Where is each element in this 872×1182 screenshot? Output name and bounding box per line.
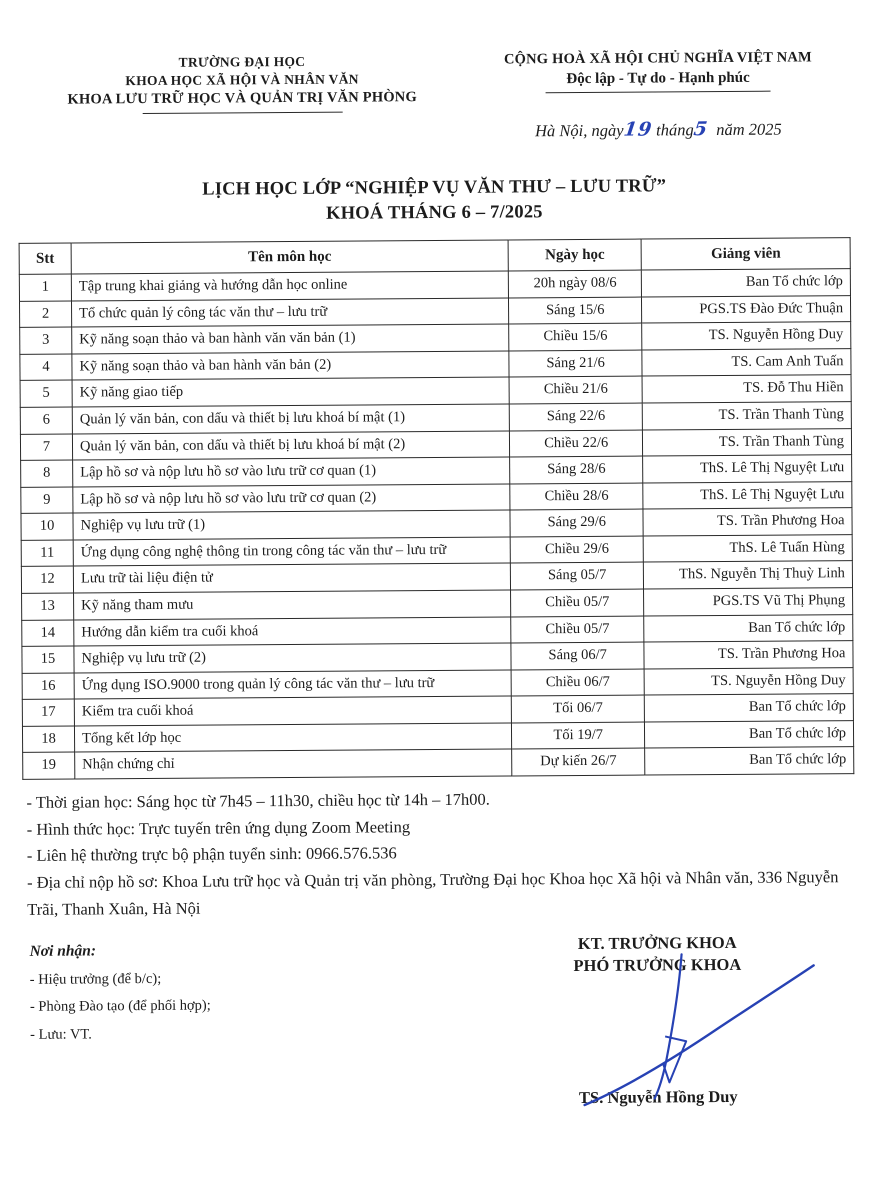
- cell-stt: 16: [22, 673, 74, 700]
- cell-stt: 4: [20, 354, 72, 381]
- cell-date: Chiều 06/7: [511, 669, 645, 696]
- cell-teacher: Ban Tổ chức lớp: [644, 614, 853, 642]
- recipients-title: Nơi nhận:: [29, 942, 97, 961]
- cell-subject: Quản lý văn bản, con dấu và thiết bị lưu khoá bí mật (1): [72, 404, 509, 434]
- cell-date: 20h ngày 08/6: [508, 270, 642, 297]
- cell-date: Sáng 29/6: [510, 509, 644, 536]
- cell-subject: Nghiệp vụ lưu trữ (2): [74, 643, 511, 673]
- date-suffix: năm 2025: [716, 119, 782, 140]
- cell-stt: 19: [23, 752, 75, 779]
- schedule-table: [19, 237, 855, 780]
- cell-stt: 5: [20, 380, 72, 407]
- cell-stt: 17: [22, 699, 74, 726]
- cell-stt: 8: [21, 460, 73, 487]
- cell-teacher: Ban Tổ chức lớp: [645, 747, 854, 775]
- recipients-block: [23, 934, 460, 1112]
- date-line: [467, 117, 850, 142]
- recipient-item: - Lưu: VT.: [30, 1026, 92, 1043]
- document-title: [18, 173, 850, 229]
- cell-subject: Ứng dụng ISO.9000 trong quản lý công tác văn thư – lưu trữ: [74, 670, 511, 700]
- col-header-date: Ngày học: [508, 239, 642, 271]
- recipient-item: - Phòng Đào tạo (để phối hợp);: [29, 998, 211, 1016]
- signer-role-1: KT. TRƯỞNG KHOA: [577, 933, 737, 954]
- cell-subject: Tổng kết lớp học: [74, 723, 511, 753]
- national-title: CỘNG HOÀ XÃ HỘI CHỦ NGHĨA VIỆT NAM: [503, 49, 812, 68]
- motto-underline: [546, 91, 771, 94]
- cell-stt: 9: [21, 487, 73, 514]
- cell-stt: 6: [20, 407, 72, 434]
- col-header-subject: Tên môn học: [71, 240, 508, 274]
- notes-block: [22, 784, 855, 923]
- document-page: [17, 0, 857, 1112]
- cell-teacher: TS. Cam Anh Tuấn: [642, 348, 851, 376]
- cell-subject: Lập hồ sơ và nộp lưu hồ sơ vào lưu trữ cơ quan (2): [73, 484, 510, 514]
- cell-subject: Kỹ năng giao tiếp: [72, 377, 509, 407]
- org-line-3: KHOA LƯU TRỮ HỌC VÀ QUẢN TRỊ VĂN PHÒNG: [67, 88, 417, 108]
- cell-stt: 11: [21, 540, 73, 567]
- handwritten-signature-icon: [569, 952, 820, 1114]
- cell-subject: Kiểm tra cuối khoá: [74, 696, 511, 726]
- signer-role-2: PHÓ TRƯỞNG KHOA: [573, 954, 742, 975]
- signer-name: TS. Nguyễn Hồng Duy: [578, 1087, 738, 1108]
- note-time: - Thời gian học: Sáng học từ 7h45 – 11h30, chiều học từ 14h – 17h00.: [26, 789, 490, 812]
- cell-date: Chiều 15/6: [509, 323, 643, 350]
- cell-date: Sáng 15/6: [509, 297, 643, 324]
- national-motto-block: [467, 49, 850, 142]
- note-phone: - Liên hệ thường trực bộ phận tuyển sinh: 0966.576.536: [26, 843, 397, 866]
- issuing-org-block: [17, 52, 467, 145]
- cell-teacher: Ban Tổ chức lớp: [642, 269, 851, 297]
- cell-subject: Nghiệp vụ lưu trữ (1): [73, 510, 510, 540]
- national-motto: Độc lập - Tự do - Hạnh phúc: [566, 69, 750, 88]
- cell-date: Dự kiến 26/7: [512, 748, 646, 775]
- cell-date: Sáng 05/7: [510, 562, 644, 589]
- cell-teacher: Ban Tổ chức lớp: [645, 694, 854, 722]
- cell-date: Chiều 05/7: [511, 589, 645, 616]
- title-line-1: LỊCH HỌC LỚP “NGHIỆP VỤ VĂN THƯ – LƯU TRỮ”: [202, 176, 667, 200]
- cell-subject: Hướng dẫn kiểm tra cuối khoá: [74, 616, 511, 646]
- recipient-item: - Hiệu trưởng (để b/c);: [29, 970, 162, 988]
- cell-teacher: TS. Trần Phương Hoa: [643, 508, 852, 536]
- cell-teacher: Ban Tổ chức lớp: [645, 720, 854, 748]
- handwritten-day: 19: [622, 118, 654, 141]
- cell-stt: 3: [20, 327, 72, 354]
- org-line-1: TRƯỜNG ĐẠI HỌC: [178, 53, 306, 70]
- cell-teacher: ThS. Lê Tuấn Hùng: [644, 534, 853, 562]
- cell-subject: Kỹ năng soạn thảo và ban hành văn văn bản (1): [72, 324, 509, 354]
- cell-subject: Kỹ năng tham mưu: [74, 590, 511, 620]
- table-body: [19, 269, 854, 779]
- cell-subject: Tập trung khai giảng và hướng dẫn học online: [71, 271, 508, 301]
- cell-subject: Kỹ năng soạn thảo và ban hành văn bản (2): [72, 351, 509, 381]
- table-row: [23, 747, 854, 779]
- cell-teacher: ThS. Nguyễn Thị Thuỳ Linh: [644, 561, 853, 589]
- cell-date: Chiều 28/6: [510, 483, 644, 510]
- cell-stt: 7: [20, 434, 72, 461]
- cell-subject: Tổ chức quản lý công tác văn thư – lưu trữ: [72, 298, 509, 328]
- cell-date: Chiều 05/7: [511, 616, 645, 643]
- cell-subject: Nhận chứng chỉ: [75, 749, 512, 779]
- date-mid: tháng: [656, 120, 694, 140]
- cell-date: Sáng 28/6: [510, 456, 644, 483]
- signature-block: [459, 932, 857, 1110]
- cell-teacher: ThS. Lê Thị Nguyệt Lưu: [643, 481, 852, 509]
- cell-teacher: ThS. Lê Thị Nguyệt Lưu: [643, 455, 852, 483]
- note-format: - Hình thức học: Trực tuyến trên ứng dụng Zoom Meeting: [26, 816, 411, 839]
- col-header-stt: Stt: [19, 243, 71, 275]
- date-prefix: Hà Nội, ngày: [535, 120, 624, 141]
- cell-teacher: TS. Nguyễn Hồng Duy: [644, 667, 853, 695]
- cell-date: Chiều 21/6: [509, 376, 643, 403]
- cell-stt: 14: [22, 620, 74, 647]
- cell-teacher: TS. Trần Thanh Tùng: [643, 402, 852, 430]
- cell-stt: 13: [22, 593, 74, 620]
- cell-teacher: TS. Trần Phương Hoa: [644, 641, 853, 669]
- cell-date: Sáng 22/6: [509, 403, 643, 430]
- cell-subject: Lưu trữ tài liệu điện tử: [73, 563, 510, 593]
- cell-date: Sáng 21/6: [509, 350, 643, 377]
- col-header-teacher: Giảng viên: [641, 238, 850, 271]
- cell-stt: 10: [21, 513, 73, 540]
- cell-subject: Quản lý văn bản, con dấu và thiết bị lưu khoá bí mật (2): [72, 431, 509, 461]
- cell-stt: 15: [22, 646, 74, 673]
- cell-teacher: TS. Trần Thanh Tùng: [643, 428, 852, 456]
- cell-stt: 12: [21, 566, 73, 593]
- note-address: - Địa chỉ nộp hồ sơ: Khoa Lưu trữ học và Quản trị văn phòng, Trường Đại học Khoa học Xã hội và Nhân văn, 336 Nguyễn Trãi, Thanh Xuân, Hà Nội: [26, 867, 839, 919]
- cell-teacher: TS. Đỗ Thu Hiền: [642, 375, 851, 403]
- cell-stt: 2: [19, 301, 71, 328]
- org-line-2: KHOA HỌC XÃ HỘI VÀ NHÂN VĂN: [125, 71, 359, 88]
- cell-teacher: PGS.TS Đào Đức Thuận: [642, 295, 851, 323]
- cell-subject: Lập hồ sơ và nộp lưu hồ sơ vào lưu trữ cơ quan (1): [73, 457, 510, 487]
- cell-date: Chiều 29/6: [510, 536, 644, 563]
- cell-date: Tối 06/7: [511, 695, 645, 722]
- cell-teacher: PGS.TS Vũ Thị Phụng: [644, 588, 853, 616]
- cell-subject: Ứng dụng công nghệ thông tin trong công tác văn thư – lưu trữ: [73, 537, 510, 567]
- cell-date: Tối 19/7: [511, 722, 645, 749]
- cell-stt: 18: [22, 726, 74, 753]
- cell-date: Chiều 22/6: [509, 430, 643, 457]
- org-underline: [142, 111, 342, 113]
- footer-block: [23, 932, 856, 1113]
- cell-stt: 1: [19, 274, 71, 301]
- document-header: [17, 49, 850, 145]
- cell-date: Sáng 06/7: [511, 642, 645, 669]
- cell-teacher: TS. Nguyễn Hồng Duy: [642, 322, 851, 350]
- handwritten-month: 5: [692, 118, 710, 141]
- title-line-2: KHOÁ THÁNG 6 – 7/2025: [326, 202, 543, 224]
